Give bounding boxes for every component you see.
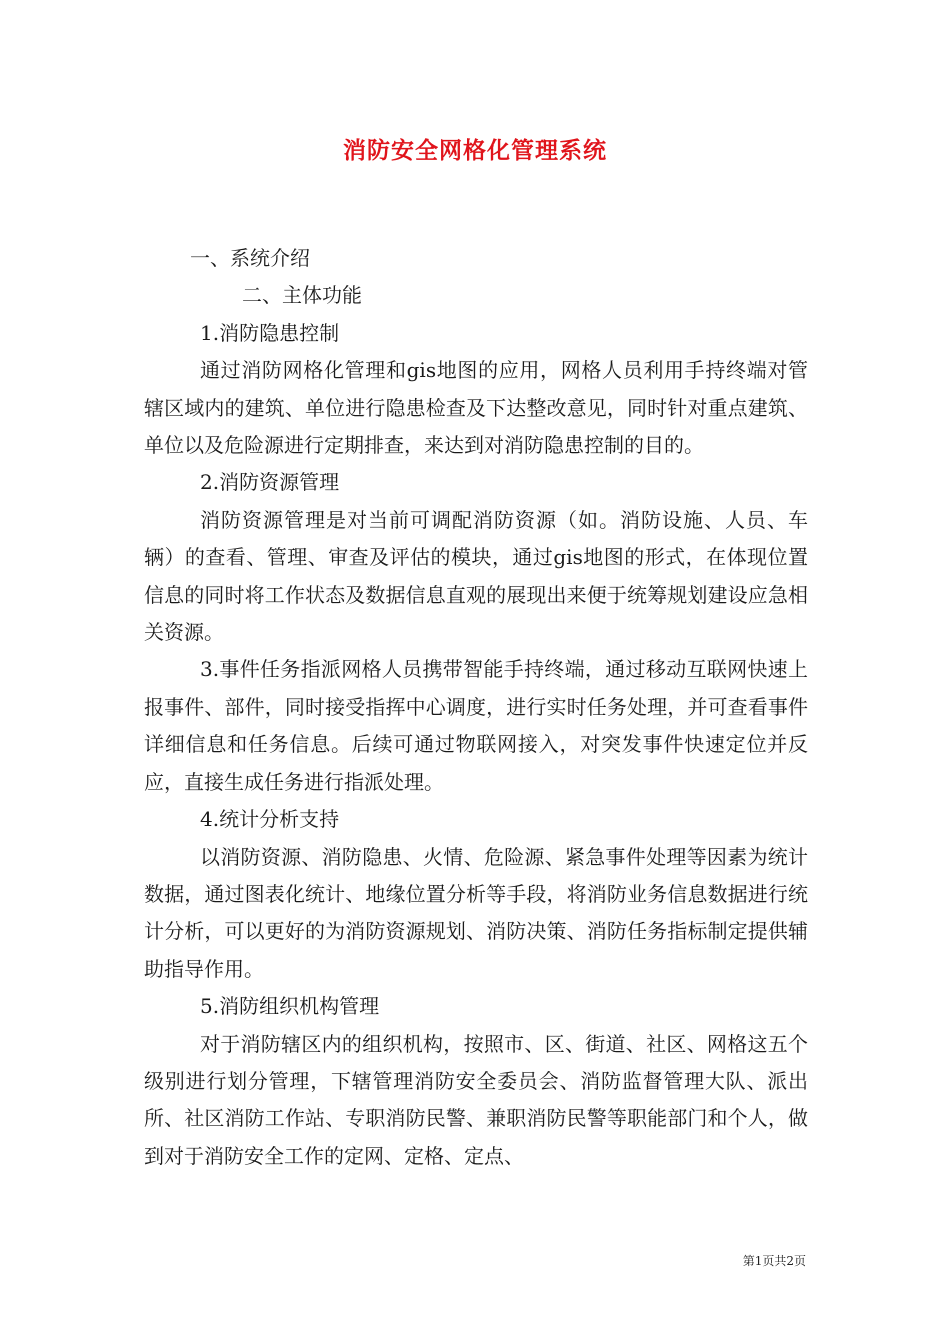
document-title: 消防安全网格化管理系统 [343, 138, 607, 164]
item-paragraph: 3.事件任务指派网格人员携带智能手持终端，通过移动互联网快速上报事件、部件，同时接受指挥中心调度，进行实时任务处理，并可查看事件详细信息和任务信息。后续可通过物联网接入，对突发事件快速定位并反应，直接生成任务进行指派处理。 [144, 657, 808, 794]
document-body [144, 240, 808, 1175]
page-number: 第1页共2页 [742, 1254, 806, 1268]
item-heading: 2.消防资源管理 [200, 470, 340, 495]
item-heading: 4.统计分析支持 [200, 807, 340, 832]
item-paragraph: 对于消防辖区内的组织机构，按照市、区、街道、社区、网格这五个级别进行划分管理，下辖管理消防安全委员会、消防监督管理大队、派出所、社区消防工作站、专职消防民警、兼职消防民警等职能部门和个人，做到对于消防安全工作的定网、定格、定点、 [144, 1031, 808, 1168]
item-paragraph: 通过消防网格化管理和gis地图的应用，网格人员利用手持终端对管辖区域内的建筑、单位进行隐患检查及下达整改意见，同时针对重点建筑、单位以及危险源进行定期排查，来达到对消防隐患控制的目的。 [144, 358, 808, 458]
section-heading-intro: 一、系统介绍 [190, 246, 310, 270]
item-heading: 1.消防隐患控制 [200, 320, 340, 345]
section-heading-functions: 二、主体功能 [242, 283, 362, 308]
item-paragraph: 以消防资源、消防隐患、火情、危险源、紧急事件处理等因素为统计数据，通过图表化统计、地缘位置分析等手段，将消防业务信息数据进行统计分析，可以更好的为消防资源规划、消防决策、消防任务指标制定提供辅助指导作用。 [144, 844, 808, 981]
item-paragraph: 消防资源管理是对当前可调配消防资源（如。消防设施、人员、车辆）的查看、管理、审查及评估的模块，通过gis地图的形式，在体现位置信息的同时将工作状态及数据信息直观的展现出来便于统筹规划建设应急相关资源。 [144, 507, 808, 645]
item-heading: 5.消防组织机构管理 [200, 994, 380, 1019]
